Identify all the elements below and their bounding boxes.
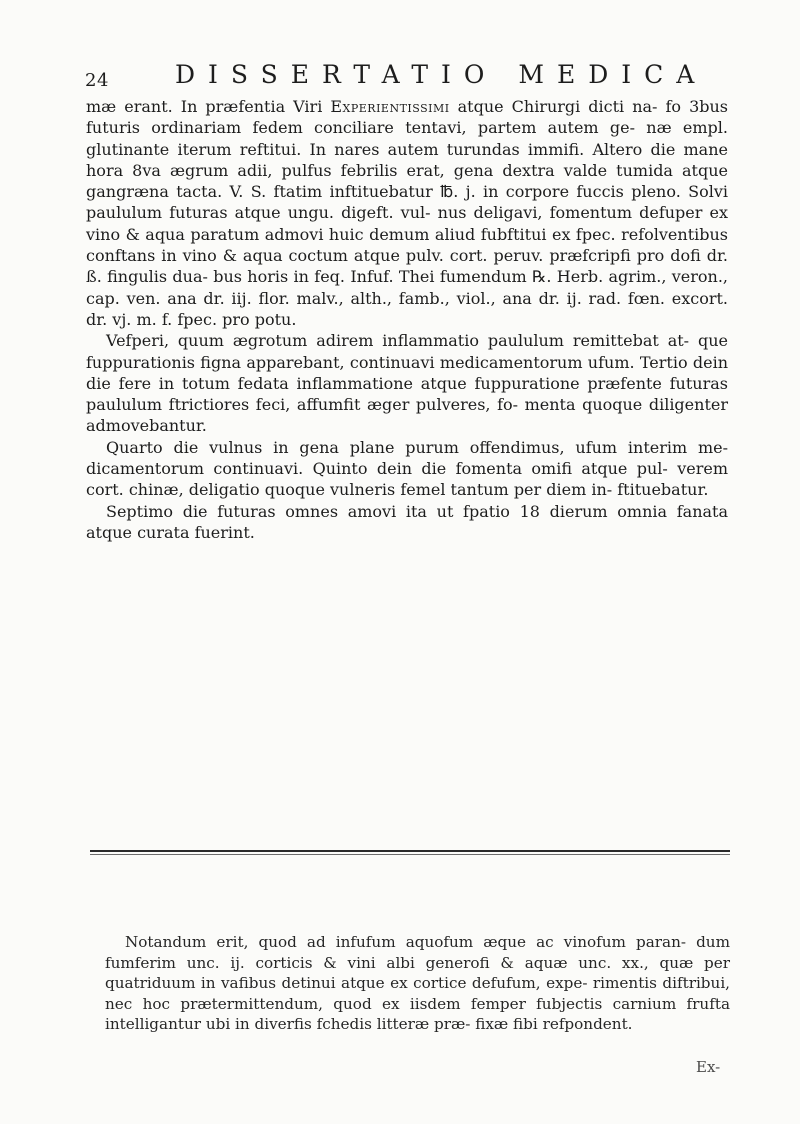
paragraph-4: Septimo die futuras omnes amovi ita ut fpatio 18 dierum omnia fanata atque curata fuerint. bbox=[86, 501, 728, 542]
paragraph-2: Vefperi, quum ægrotum adirem inflammatio paululum remittebat at- que fuppurationis figna apparebant, continuavi medicamentorum ufum. Tertio dein die fere in totum fedata inflammatione atque fuppuratione præfente futuras paululum ftrictiores feci, affumfit æger pulveres, fo- menta quoque diligenter admovebantur. bbox=[86, 331, 728, 436]
main-text bbox=[86, 96, 728, 543]
running-title: DISSERTATIO MEDICA bbox=[175, 60, 708, 89]
paragraph-1-text-b: atque Chirurgi dicti na- fo 3bus futuris ordinariam fedem conciliare tentavi, partem autem ge- næ empl. glutinante iterum reftitui. In nares autem turundas immifi. Altero die mane hora 8va ægrum adii, pulfus febrilis erat, gena dextra valde tumida atque gangræna tacta. V. S. ftatim inftituebatur ℔. j. in corpore fuccis pleno. Solvi paululum futuras atque ungu. digeft. vul- nus deligavi, fomentum defuper ex vino & aqua paratum admovi huic demum aliud fubftitui ex fpec. refolventibus conftans in vino & aqua coctum atque pulv. cort. peruv. præfcripfi pro dofi dr. ß. fingulis dua- bus horis in feq. Infuf. Thei fumendum ℞. Herb. agrim., veron., cap. ven. ana dr. iij. flor. malv., alth., famb., viol., ana dr. ij. rad. fœn. excort. dr. vj. m. f. fpec. pro potu. bbox=[86, 97, 729, 329]
paragraph-3: Quarto die vulnus in gena plane purum offendimus, ufum interim me- dicamentorum continuavi. Quinto dein die fomenta omifi atque pul- verem cort. chinæ, deligatio quoque vulneris femel tantum per diem in- ftituebatur. bbox=[86, 437, 728, 500]
paragraph-1 bbox=[86, 96, 728, 330]
section-divider bbox=[90, 850, 730, 852]
catchword: Ex- bbox=[696, 1058, 721, 1076]
footnote-text: Notandum erit, quod ad infufum aquofum æque ac vinofum paran- dum fumferim unc. ij. corticis & vini albi generofi & aquæ unc. xx., quæ per quatriduum in vafibus detinui atque ex cortice defufum, expe- rimentis diftribui, nec hoc prætermittendum, quod ex iisdem femper fubjectis carnium frufta intelligantur ubi in diverfis fchedis litteræ præ- fixæ fibi refpondent. bbox=[105, 933, 730, 1034]
section-divider-thin bbox=[90, 854, 730, 855]
small-caps-term: Experientissimi bbox=[330, 97, 450, 116]
paragraph-1-text-a: mæ erant. In præfentia Viri bbox=[86, 97, 331, 116]
page-header bbox=[75, 58, 735, 92]
page-number: 24 bbox=[85, 70, 109, 91]
footnote bbox=[105, 932, 730, 1035]
